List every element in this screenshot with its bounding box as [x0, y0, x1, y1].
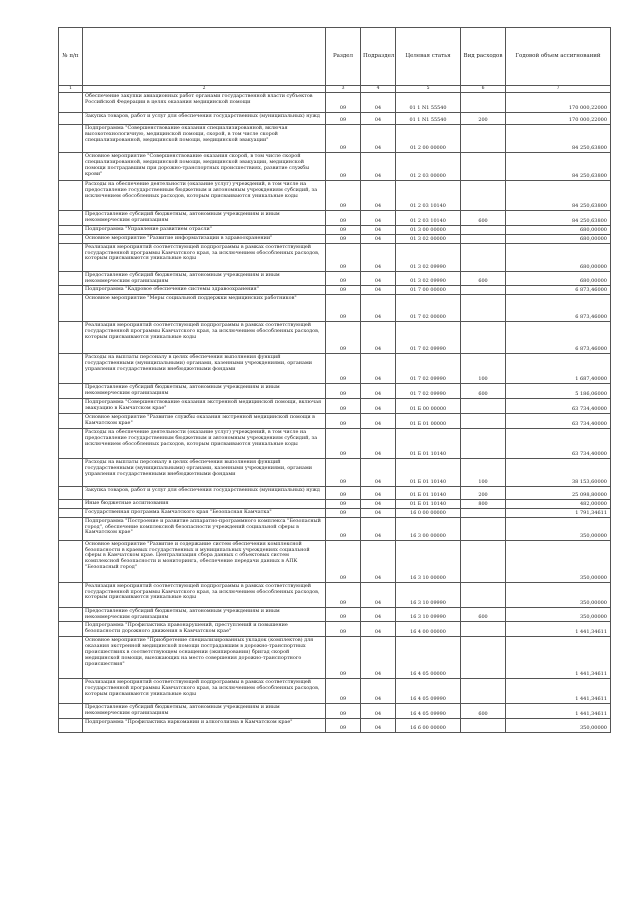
row-number-cell [59, 486, 83, 499]
target-article-cell: 01 2 03 00000 [396, 153, 461, 181]
razdel-cell: 09 [326, 93, 361, 113]
podrazdel-cell: 04 [361, 517, 396, 540]
expense-type-cell: 800 [461, 499, 506, 508]
row-name-cell: Предоставление субсидий бюджетным, автономным учреждениям и иным некоммерческим организациям [83, 211, 326, 226]
table-row [59, 181, 611, 211]
expense-type-cell [461, 413, 506, 428]
annual-sum-cell: 680,00000 [506, 234, 611, 243]
podrazdel-cell: 04 [361, 607, 396, 622]
expense-type-cell [461, 153, 506, 181]
row-name-cell: Предоставление субсидий бюджетным, автономным учреждениям и иным некоммерческим организациям [83, 607, 326, 622]
razdel-cell: 09 [326, 499, 361, 508]
row-number-cell [59, 243, 83, 271]
razdel-cell: 09 [326, 243, 361, 271]
row-number-cell [59, 384, 83, 399]
razdel-cell: 09 [326, 271, 361, 286]
annual-sum-cell: 1 441,34611 [506, 704, 611, 719]
razdel-cell: 09 [326, 286, 361, 295]
podrazdel-cell: 04 [361, 704, 396, 719]
table-row [59, 211, 611, 226]
expense-type-cell: 100 [461, 354, 506, 384]
table-row [59, 153, 611, 181]
table-row [59, 719, 611, 733]
row-name-cell: Подпрограмма "Профилактика правонарушений, преступлений и повышение безопасности дорожного движения в Камчатском крае" [83, 622, 326, 637]
row-number-cell [59, 637, 83, 679]
header-podrazdel: Подраздел [361, 28, 396, 86]
razdel-cell: 09 [326, 428, 361, 458]
annual-sum-cell: 38 153,60000 [506, 458, 611, 486]
row-name-cell: Подпрограмма "Совершенствование оказания специализированной, включая высокотехнологичную, медицинской помощи, скорой, в том числе скорой специализированной, медицинской помощи, медицинской эвакуации" [83, 125, 326, 153]
annual-sum-cell: 63 734,40000 [506, 399, 611, 414]
razdel-cell: 09 [326, 322, 361, 354]
expense-type-cell [461, 322, 506, 354]
podrazdel-cell: 04 [361, 413, 396, 428]
razdel-cell: 09 [326, 679, 361, 704]
target-article-cell: 01 Б 01 10140 [396, 499, 461, 508]
razdel-cell: 09 [326, 413, 361, 428]
expense-type-cell [461, 428, 506, 458]
razdel-cell: 09 [326, 508, 361, 517]
row-name-cell: Основное мероприятие "Совершенствование оказания скорой, в том числе скорой специализированной, медицинской помощи, медицинской эвакуации, медицинской помощи пострадавшим при дорожно-транспортных происшествиях, развитие службы крови" [83, 153, 326, 181]
row-number-cell [59, 181, 83, 211]
row-name-cell: Основное мероприятие "Развитие и содержание систем обеспечения комплексной безопасности в краевых государственных и муниципальных учреждениях социальной сферы в Камчатском крае. Централизация сбора данных с объектовых систем комплексной безопасности и мониторинга, обеспечение передачи данных в АПК "Безопасный город" [83, 540, 326, 582]
podrazdel-cell: 04 [361, 428, 396, 458]
column-index: 1 [59, 86, 83, 93]
annual-sum-cell: 680,00000 [506, 271, 611, 286]
row-number-cell [59, 607, 83, 622]
row-name-cell: Основное мероприятие "Меры социальной поддержки медицинских работников" [83, 295, 326, 322]
table-row [59, 286, 611, 295]
header-name [83, 28, 326, 86]
podrazdel-cell: 04 [361, 322, 396, 354]
annual-sum-cell: 350,00000 [506, 540, 611, 582]
row-name-cell: Реализация мероприятий соответствующей подпрограммы в рамках соответствующей государственной программы Камчатского края, за исключением обособленных расходов, которым присваиваются уникальные коды [83, 582, 326, 607]
target-article-cell: 01 3 02 00000 [396, 234, 461, 243]
row-name-cell: Подпрограмма "Управление развитием отрасли" [83, 225, 326, 234]
table-row [59, 295, 611, 322]
expense-type-cell [461, 622, 506, 637]
row-name-cell: Расходы на выплаты персоналу в целях обеспечения выполнения функций государственными (муниципальными) органами, казенными учреждениями, органами управления государственными внебюджетными фондами [83, 458, 326, 486]
target-article-cell: 16 6 00 00000 [396, 719, 461, 733]
target-article-cell: 01 3 02 09990 [396, 243, 461, 271]
table-row [59, 354, 611, 384]
row-number-cell [59, 679, 83, 704]
expense-type-cell: 600 [461, 271, 506, 286]
razdel-cell: 09 [326, 354, 361, 384]
razdel-cell: 09 [326, 719, 361, 733]
target-article-cell: 01 7 02 09990 [396, 322, 461, 354]
row-name-cell: Основное мероприятие "Приобретение специализированных укладок (комплектов) для оказания экстренной медицинской помощи пострадавшим в дорожно-транспортных происшествиях в соответствующем оснащении (экипировании) бригад скорой медицинской помощи, выезжающих на место совершения дорожно-транспортного происшествия" [83, 637, 326, 679]
row-name-cell: Подпрограмма "Совершенствование оказания экстренной медицинской помощи, включая эвакуацию в Камчатском крае" [83, 399, 326, 414]
table-row [59, 125, 611, 153]
row-number-cell [59, 211, 83, 226]
annual-sum-cell: 680,00000 [506, 243, 611, 271]
expense-type-cell [461, 399, 506, 414]
row-number-cell [59, 719, 83, 733]
table-row [59, 384, 611, 399]
row-number-cell [59, 622, 83, 637]
target-article-cell: 01 2 03 10140 [396, 211, 461, 226]
annual-sum-cell: 6 873,46000 [506, 295, 611, 322]
annual-sum-cell: 350,00000 [506, 719, 611, 733]
expense-type-cell: 100 [461, 458, 506, 486]
table-row [59, 428, 611, 458]
row-name-cell: Основное мероприятие "Развитие информатизации в здравоохранении" [83, 234, 326, 243]
table-row [59, 234, 611, 243]
razdel-cell: 09 [326, 384, 361, 399]
podrazdel-cell: 04 [361, 384, 396, 399]
razdel-cell: 09 [326, 607, 361, 622]
target-article-cell: 01 1 N1 55540 [396, 113, 461, 125]
table-row [59, 458, 611, 486]
expense-type-cell [461, 225, 506, 234]
table-row [59, 413, 611, 428]
annual-sum-cell: 1 441,34611 [506, 637, 611, 679]
annual-sum-cell: 350,00000 [506, 582, 611, 607]
razdel-cell: 09 [326, 211, 361, 226]
podrazdel-cell: 04 [361, 622, 396, 637]
row-number-cell [59, 234, 83, 243]
razdel-cell: 09 [326, 234, 361, 243]
razdel-cell: 09 [326, 225, 361, 234]
razdel-cell: 09 [326, 637, 361, 679]
podrazdel-cell: 04 [361, 243, 396, 271]
table-row [59, 637, 611, 679]
table-header-row [59, 28, 611, 86]
row-name-cell: Расходы на выплаты персоналу в целях обеспечения выполнения функций государственными (муниципальными) органами, казенными учреждениями, органами управления государственными внебюджетными фондами [83, 354, 326, 384]
annual-sum-cell: 25 098,80000 [506, 486, 611, 499]
target-article-cell: 16 3 10 09990 [396, 582, 461, 607]
annual-sum-cell: 6 873,46000 [506, 322, 611, 354]
expense-type-cell: 600 [461, 704, 506, 719]
table-row [59, 243, 611, 271]
podrazdel-cell: 04 [361, 295, 396, 322]
target-article-cell: 16 3 10 09990 [396, 607, 461, 622]
annual-sum-cell: 5 186,06000 [506, 384, 611, 399]
row-number-cell [59, 413, 83, 428]
expense-type-cell: 600 [461, 384, 506, 399]
row-number-cell [59, 517, 83, 540]
expense-type-cell [461, 234, 506, 243]
row-number-cell [59, 428, 83, 458]
podrazdel-cell: 04 [361, 234, 396, 243]
header-annual-sum: Годовой объем ассигнований [506, 28, 611, 86]
table-row [59, 517, 611, 540]
podrazdel-cell: 04 [361, 211, 396, 226]
row-number-cell [59, 540, 83, 582]
razdel-cell: 09 [326, 458, 361, 486]
annual-sum-cell: 170 000,22000 [506, 113, 611, 125]
column-index: 3 [326, 86, 361, 93]
podrazdel-cell: 04 [361, 486, 396, 499]
expense-type-cell [461, 243, 506, 271]
annual-sum-cell: 350,00000 [506, 607, 611, 622]
annual-sum-cell: 1 791,34611 [506, 508, 611, 517]
table-row [59, 704, 611, 719]
podrazdel-cell: 04 [361, 113, 396, 125]
table-row [59, 582, 611, 607]
row-number-cell [59, 93, 83, 113]
annual-sum-cell: 170 000,22000 [506, 93, 611, 113]
row-name-cell: Закупка товаров, работ и услуг для обеспечения государственных (муниципальных) нужд [83, 486, 326, 499]
razdel-cell: 09 [326, 113, 361, 125]
target-article-cell: 01 Б 01 10140 [396, 458, 461, 486]
annual-sum-cell: 84 250,63800 [506, 211, 611, 226]
target-article-cell: 16 0 00 00000 [396, 508, 461, 517]
razdel-cell: 09 [326, 540, 361, 582]
budget-table [58, 27, 611, 733]
annual-sum-cell: 680,00000 [506, 225, 611, 234]
row-number-cell [59, 286, 83, 295]
razdel-cell: 09 [326, 622, 361, 637]
annual-sum-cell: 1 441,34611 [506, 679, 611, 704]
razdel-cell: 09 [326, 153, 361, 181]
target-article-cell: 01 2 03 10140 [396, 181, 461, 211]
row-name-cell: Реализация мероприятий соответствующей подпрограммы в рамках соответствующей государственной программы Камчатского края, за исключением обособленных расходов, которым присваиваются уникальные коды [83, 679, 326, 704]
row-name-cell: Расходы на обеспечение деятельности (оказание услуг) учреждений, в том числе на предоставление государственным бюджетным и автономным учреждениям субсидий, за исключением обособленных расходов, которым присваиваются уникальные коды [83, 181, 326, 211]
podrazdel-cell: 04 [361, 582, 396, 607]
row-number-cell [59, 704, 83, 719]
expense-type-cell [461, 181, 506, 211]
annual-sum-cell: 1 687,40000 [506, 354, 611, 384]
target-article-cell: 01 3 02 09990 [396, 271, 461, 286]
row-name-cell: Реализация мероприятий соответствующей подпрограммы в рамках соответствующей государственной программы Камчатского края, за исключением обособленных расходов, которым присваиваются уникальные коды [83, 243, 326, 271]
row-name-cell: Основное мероприятие "Развитие службы оказания экстренной медицинской помощи в Камчатском крае" [83, 413, 326, 428]
header-razdel: Раздел [326, 28, 361, 86]
target-article-cell: 01 1 N1 55540 [396, 93, 461, 113]
target-article-cell: 16 4 00 00000 [396, 622, 461, 637]
row-name-cell: Предоставление субсидий бюджетным, автономным учреждениям и иным некоммерческим организациям [83, 704, 326, 719]
podrazdel-cell: 04 [361, 286, 396, 295]
row-number-cell [59, 458, 83, 486]
expense-type-cell [461, 508, 506, 517]
target-article-cell: 01 7 02 09990 [396, 354, 461, 384]
podrazdel-cell: 04 [361, 719, 396, 733]
header-expense-type: Вид расходов [461, 28, 506, 86]
target-article-cell: 01 Б 01 10140 [396, 486, 461, 499]
razdel-cell: 09 [326, 125, 361, 153]
table-row [59, 322, 611, 354]
podrazdel-cell: 04 [361, 153, 396, 181]
row-name-cell: Подпрограмма "Построение и развитие аппаратно-программного комплекса "Безопасный город", обеспечение комплексной безопасности учреждений социальной сферы в Камчатском крае" [83, 517, 326, 540]
header-num: № п/п [59, 28, 83, 86]
row-name-cell: Обеспечение закупки авиационных работ органами государственной власти субъектов Российской Федерации в целях оказания медицинской помощи [83, 93, 326, 113]
razdel-cell: 09 [326, 486, 361, 499]
expense-type-cell [461, 637, 506, 679]
podrazdel-cell: 04 [361, 225, 396, 234]
target-article-cell: 16 3 00 00000 [396, 517, 461, 540]
table-row [59, 508, 611, 517]
podrazdel-cell: 04 [361, 458, 396, 486]
row-number-cell [59, 508, 83, 517]
row-number-cell [59, 271, 83, 286]
table-row [59, 113, 611, 125]
row-number-cell [59, 399, 83, 414]
annual-sum-cell: 63 734,40000 [506, 428, 611, 458]
row-name-cell: Государственная программа Камчатского края "Безопасная Камчатка" [83, 508, 326, 517]
row-name-cell: Предоставление субсидий бюджетным, автономным учреждениям и иным некоммерческим организациям [83, 271, 326, 286]
target-article-cell: 01 Б 01 10140 [396, 428, 461, 458]
row-number-cell [59, 153, 83, 181]
annual-sum-cell: 84 250,63800 [506, 125, 611, 153]
target-article-cell: 16 4 05 09990 [396, 679, 461, 704]
table-body [59, 93, 611, 733]
podrazdel-cell: 04 [361, 271, 396, 286]
target-article-cell: 01 7 02 09990 [396, 384, 461, 399]
table-row [59, 607, 611, 622]
column-index: 5 [396, 86, 461, 93]
podrazdel-cell: 04 [361, 508, 396, 517]
podrazdel-cell: 04 [361, 679, 396, 704]
column-index: 6 [461, 86, 506, 93]
target-article-cell: 01 2 00 00000 [396, 125, 461, 153]
target-article-cell: 01 7 00 00000 [396, 286, 461, 295]
header-target-article: Целевая статья [396, 28, 461, 86]
expense-type-cell [461, 286, 506, 295]
row-number-cell [59, 322, 83, 354]
expense-type-cell: 600 [461, 211, 506, 226]
podrazdel-cell: 04 [361, 399, 396, 414]
target-article-cell: 01 7 02 00000 [396, 295, 461, 322]
razdel-cell: 09 [326, 295, 361, 322]
podrazdel-cell: 04 [361, 354, 396, 384]
target-article-cell: 01 Б 01 00000 [396, 413, 461, 428]
razdel-cell: 09 [326, 582, 361, 607]
row-number-cell [59, 499, 83, 508]
expense-type-cell [461, 93, 506, 113]
table-row [59, 540, 611, 582]
target-article-cell: 16 3 10 00000 [396, 540, 461, 582]
table-row [59, 486, 611, 499]
annual-sum-cell: 6 873,46000 [506, 286, 611, 295]
razdel-cell: 09 [326, 704, 361, 719]
target-article-cell: 16 4 05 09990 [396, 704, 461, 719]
row-name-cell: Иные бюджетные ассигнования [83, 499, 326, 508]
expense-type-cell: 200 [461, 113, 506, 125]
annual-sum-cell: 350,00000 [506, 517, 611, 540]
annual-sum-cell: 84 250,63800 [506, 181, 611, 211]
row-number-cell [59, 295, 83, 322]
podrazdel-cell: 04 [361, 125, 396, 153]
column-index: 4 [361, 86, 396, 93]
expense-type-cell [461, 719, 506, 733]
row-number-cell [59, 582, 83, 607]
annual-sum-cell: 84 250,63800 [506, 153, 611, 181]
expense-type-cell [461, 679, 506, 704]
row-name-cell: Закупка товаров, работ и услуг для обеспечения государственных (муниципальных) нужд [83, 113, 326, 125]
table-row [59, 225, 611, 234]
row-name-cell: Расходы на обеспечение деятельности (оказание услуг) учреждений, в том числе на предоставление государственным бюджетным и автономным учреждениям субсидий, за исключением обособленных расходов, которым присваиваются уникальные коды [83, 428, 326, 458]
row-name-cell: Реализация мероприятий соответствующей подпрограммы в рамках соответствующей государственной программы Камчатского края, за исключением обособленных расходов, которым присваиваются уникальные коды [83, 322, 326, 354]
row-number-cell [59, 125, 83, 153]
target-article-cell: 16 4 05 00000 [396, 637, 461, 679]
row-name-cell: Подпрограмма "Профилактика наркомании и алкоголизма в Камчатском крае" [83, 719, 326, 733]
podrazdel-cell: 04 [361, 93, 396, 113]
expense-type-cell [461, 540, 506, 582]
column-index: 7 [506, 86, 611, 93]
razdel-cell: 09 [326, 181, 361, 211]
target-article-cell: 01 3 00 00000 [396, 225, 461, 234]
table-row [59, 93, 611, 113]
podrazdel-cell: 04 [361, 540, 396, 582]
expense-type-cell: 200 [461, 486, 506, 499]
column-index-row [59, 86, 611, 93]
table-row [59, 679, 611, 704]
target-article-cell: 01 Б 00 00000 [396, 399, 461, 414]
row-name-cell: Подпрограмма "Кадровое обеспечение системы здравоохранения" [83, 286, 326, 295]
table-row [59, 622, 611, 637]
expense-type-cell [461, 582, 506, 607]
table-row [59, 399, 611, 414]
annual-sum-cell: 1 441,34611 [506, 622, 611, 637]
annual-sum-cell: 63 734,40000 [506, 413, 611, 428]
column-index: 2 [83, 86, 326, 93]
razdel-cell: 09 [326, 399, 361, 414]
row-name-cell: Предоставление субсидий бюджетным, автономным учреждениям и иным некоммерческим организациям [83, 384, 326, 399]
table-row [59, 271, 611, 286]
razdel-cell: 09 [326, 517, 361, 540]
table-row [59, 499, 611, 508]
row-number-cell [59, 113, 83, 125]
podrazdel-cell: 04 [361, 637, 396, 679]
annual-sum-cell: 482,00000 [506, 499, 611, 508]
row-number-cell [59, 354, 83, 384]
expense-type-cell [461, 295, 506, 322]
row-number-cell [59, 225, 83, 234]
expense-type-cell: 600 [461, 607, 506, 622]
podrazdel-cell: 04 [361, 499, 396, 508]
expense-type-cell [461, 517, 506, 540]
podrazdel-cell: 04 [361, 181, 396, 211]
expense-type-cell [461, 125, 506, 153]
